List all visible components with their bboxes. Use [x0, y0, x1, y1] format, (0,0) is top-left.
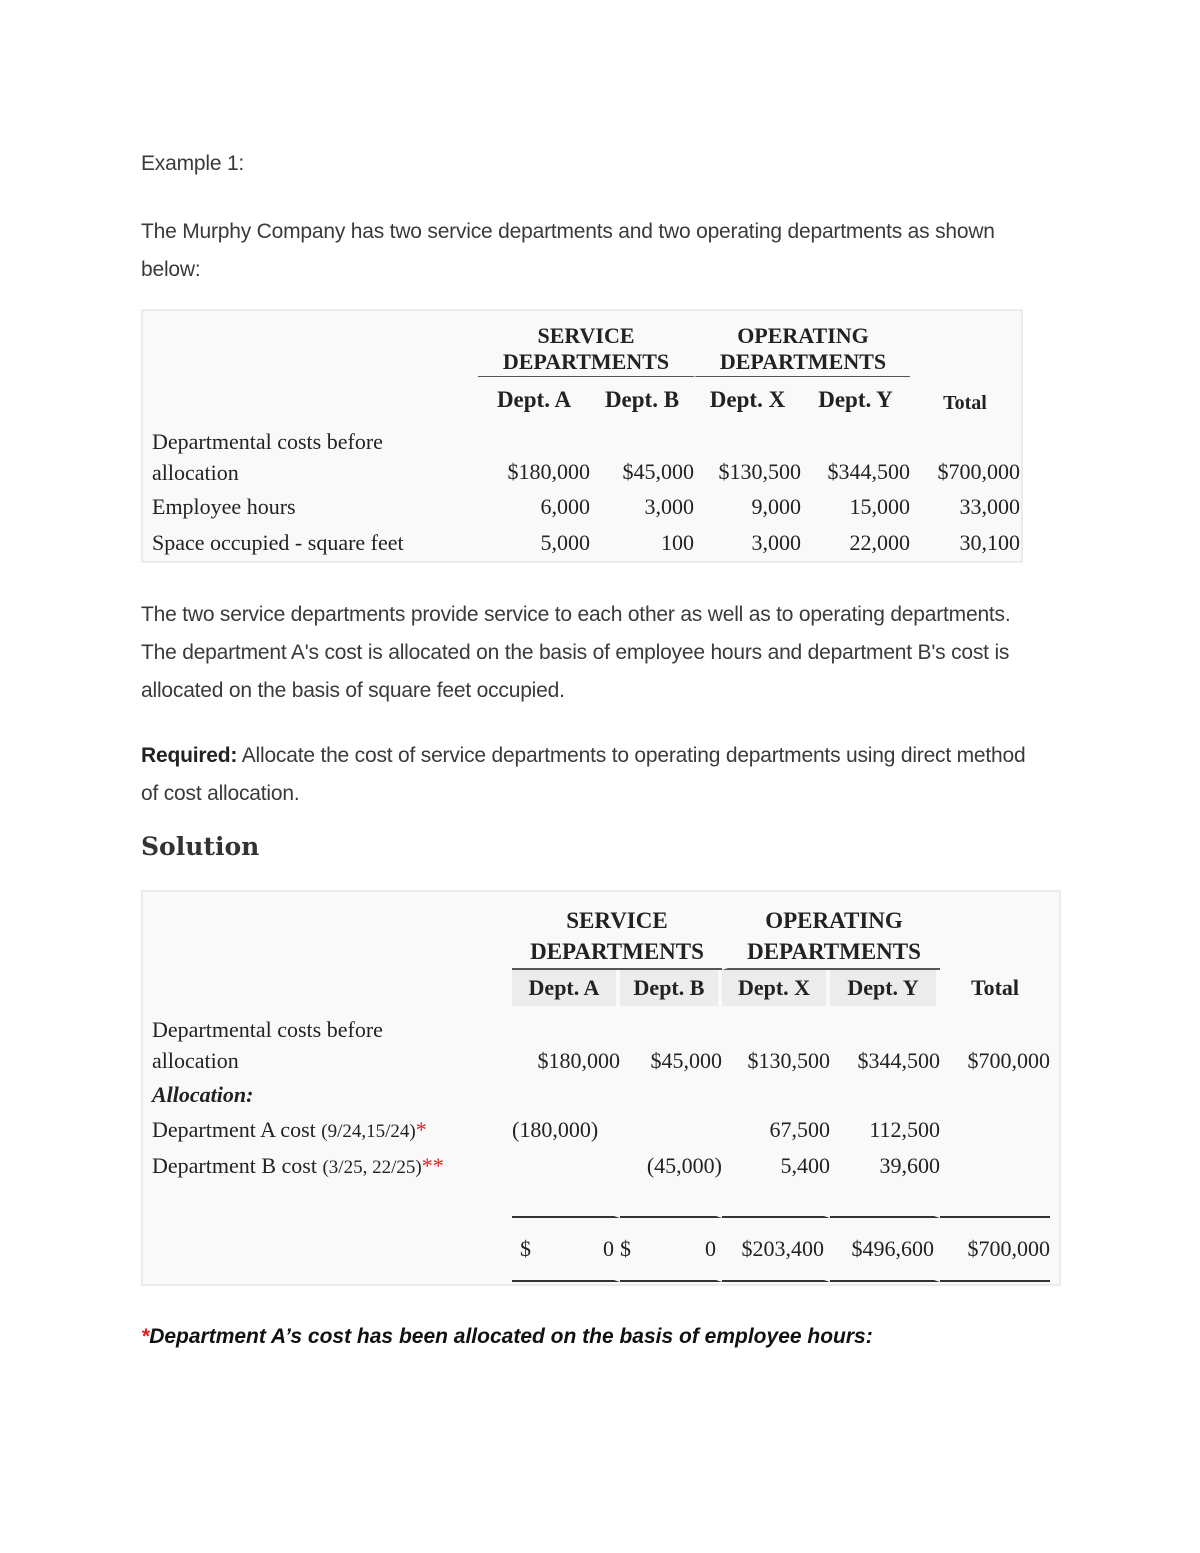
column-header: Total — [970, 975, 1020, 1000]
table-cell: 100 — [661, 530, 694, 555]
table-cell: (45,000) — [646, 1153, 722, 1178]
table-cell: $700,000 — [967, 1048, 1050, 1073]
operating-departments-header: OPERATING DEPARTMENTS — [694, 321, 910, 377]
required-text: Allocate the cost of service departments to operating departments using direct method of cost allocation. — [141, 744, 1026, 805]
service-description-paragraph: The two service departments provide service to each other as well as to operating departments. The department A's cost is allocated on the basis of employee hours and department B's cost is allocated on the basis of square feet occupied. — [141, 603, 1011, 702]
table-cell: 5,400 — [780, 1153, 830, 1178]
column-header: Dept. X — [722, 970, 830, 1006]
column-header: Dept. B — [604, 387, 680, 412]
table-cell: 6,000 — [540, 494, 590, 519]
table-cell — [940, 1148, 1050, 1184]
departments-table — [152, 321, 1020, 561]
allocation-label: Allocation: — [152, 1082, 254, 1107]
row-label: Departmental costs before allocation — [152, 1017, 383, 1073]
row-label: Employee hours — [152, 494, 296, 519]
solution-table — [152, 904, 1050, 1282]
required-paragraph — [141, 737, 1041, 813]
table-cell: (180,000) — [512, 1117, 599, 1142]
operating-departments-header: OPERATING DEPARTMENTS — [722, 904, 940, 970]
column-header: Dept. Y — [818, 387, 893, 412]
table-cell: 22,000 — [849, 530, 910, 555]
table-cell: 33,000 — [959, 494, 1020, 519]
table-cell: $344,500 — [857, 1048, 940, 1073]
table-cell: 5,000 — [540, 530, 590, 555]
total-cell: $203,400 — [722, 1218, 830, 1282]
column-header: Dept. B — [620, 970, 722, 1006]
service-departments-header: SERVICE DEPARTMENTS — [512, 904, 722, 970]
row-label: Space occupied - square feet — [152, 530, 404, 555]
required-label: Required: — [141, 744, 238, 767]
table-cell: $130,500 — [718, 459, 801, 484]
table-cell: 67,500 — [769, 1117, 830, 1142]
table-cell: $180,000 — [537, 1048, 620, 1073]
footnote: *Department A’s cost has been allocated on the basis of employee hours: — [141, 1325, 873, 1348]
total-cell: $496,600 — [830, 1218, 940, 1282]
table-cell: 30,100 — [959, 530, 1020, 555]
column-header: Total — [943, 391, 987, 414]
column-header: Dept. Y — [830, 970, 940, 1006]
row-label: Department B cost (3/25, 22/25)** — [152, 1153, 444, 1178]
table-cell: $344,500 — [827, 459, 910, 484]
table-cell: 9,000 — [751, 494, 801, 519]
solution-table-box — [141, 890, 1061, 1286]
table-cell — [620, 1112, 722, 1148]
departments-table-box — [141, 309, 1023, 563]
table-cell: $180,000 — [507, 459, 590, 484]
table-cell: $130,500 — [747, 1048, 830, 1073]
total-cell: $ 0 — [620, 1218, 722, 1282]
column-header: Dept. A — [496, 387, 572, 412]
table-cell — [940, 1112, 1050, 1148]
total-cell: $ 0 — [512, 1218, 620, 1282]
table-cell: $700,000 — [937, 459, 1020, 484]
table-cell: $45,000 — [622, 459, 694, 484]
example-label: Example 1: — [141, 152, 245, 175]
column-header: Dept. X — [709, 387, 786, 412]
table-cell: 15,000 — [849, 494, 910, 519]
intro-paragraph: The Murphy Company has two service departments and two operating departments as shown below: — [141, 220, 995, 281]
table-cell: 3,000 — [644, 494, 694, 519]
table-cell: 39,600 — [879, 1153, 940, 1178]
row-label: Department A cost (9/24,15/24)* — [152, 1117, 427, 1142]
row-label: Departmental costs before allocation — [152, 429, 383, 485]
table-cell: 3,000 — [751, 530, 801, 555]
table-cell — [512, 1148, 620, 1184]
total-cell: $700,000 — [940, 1218, 1050, 1282]
column-header: Dept. A — [512, 970, 620, 1006]
service-departments-header: SERVICE DEPARTMENTS — [478, 321, 694, 377]
solution-heading: Solution — [141, 832, 260, 861]
table-cell: $45,000 — [650, 1048, 722, 1073]
table-cell: 112,500 — [869, 1117, 940, 1142]
